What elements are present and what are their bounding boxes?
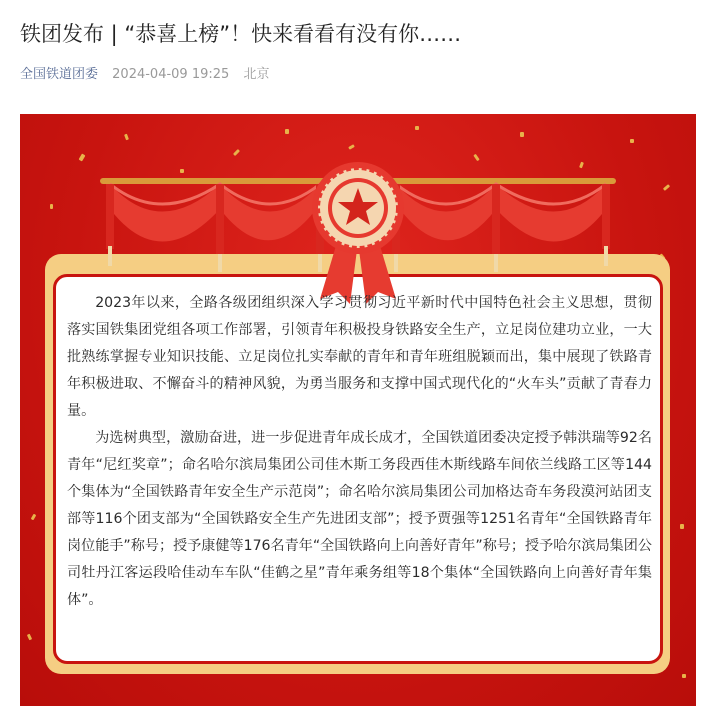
poster-text xyxy=(67,290,652,614)
paragraph-2: 为选树典型，激励奋进，进一步促进青年成长成才，全国铁道团委决定授予韩洪瑞等92名青年“尼红奖章”；命名哈尔滨局集团公司佳木斯工务段西佳木斯线路车间依兰线路工区等144个集体为“全国铁路青年安全生产示范岗”；命名哈尔滨局集团公司加格达奇车务段漠河站团支部等116个团支部为“全国铁路安全生产先进团支部”；授予贾强等1251名青年“全国铁路青年岗位能手”称号；授予康健等176名青年“全国铁路向上向善好青年”称号；授予哈尔滨局集团公司牡丹江客运段哈佳动车车队“佳鹤之星”青年乘务组等18个集体“全国铁路向上向善好青年集体”。 xyxy=(67,430,652,608)
star-badge-icon xyxy=(310,160,406,256)
author-link[interactable]: 全国铁道团委 xyxy=(20,67,99,82)
paragraph-1: 2023年以来，全路各级团组织深入学习贯彻习近平新时代中国特色社会主义思想，贯彻落实国铁集团党组各项工作部署，引领青年积极投身铁路安全生产，立足岗位建功立业，一大批熟练掌握专业知识技能、立足岗位扎实奉献的青年和青年班组脱颖而出，集中展现了铁路青年积极进取、不懈奋斗的精神风貌，为勇当服务和支撑中国式现代化的“火车头”贡献了青春力量。 xyxy=(67,295,652,419)
article-title: 铁团发布 | “恭喜上榜”！快来看看有没有你…… xyxy=(20,22,462,46)
article-meta xyxy=(20,63,269,82)
publish-datetime: 2024-04-09 19:25 xyxy=(112,67,230,82)
poster-image xyxy=(20,114,696,706)
publish-location: 北京 xyxy=(243,67,270,82)
